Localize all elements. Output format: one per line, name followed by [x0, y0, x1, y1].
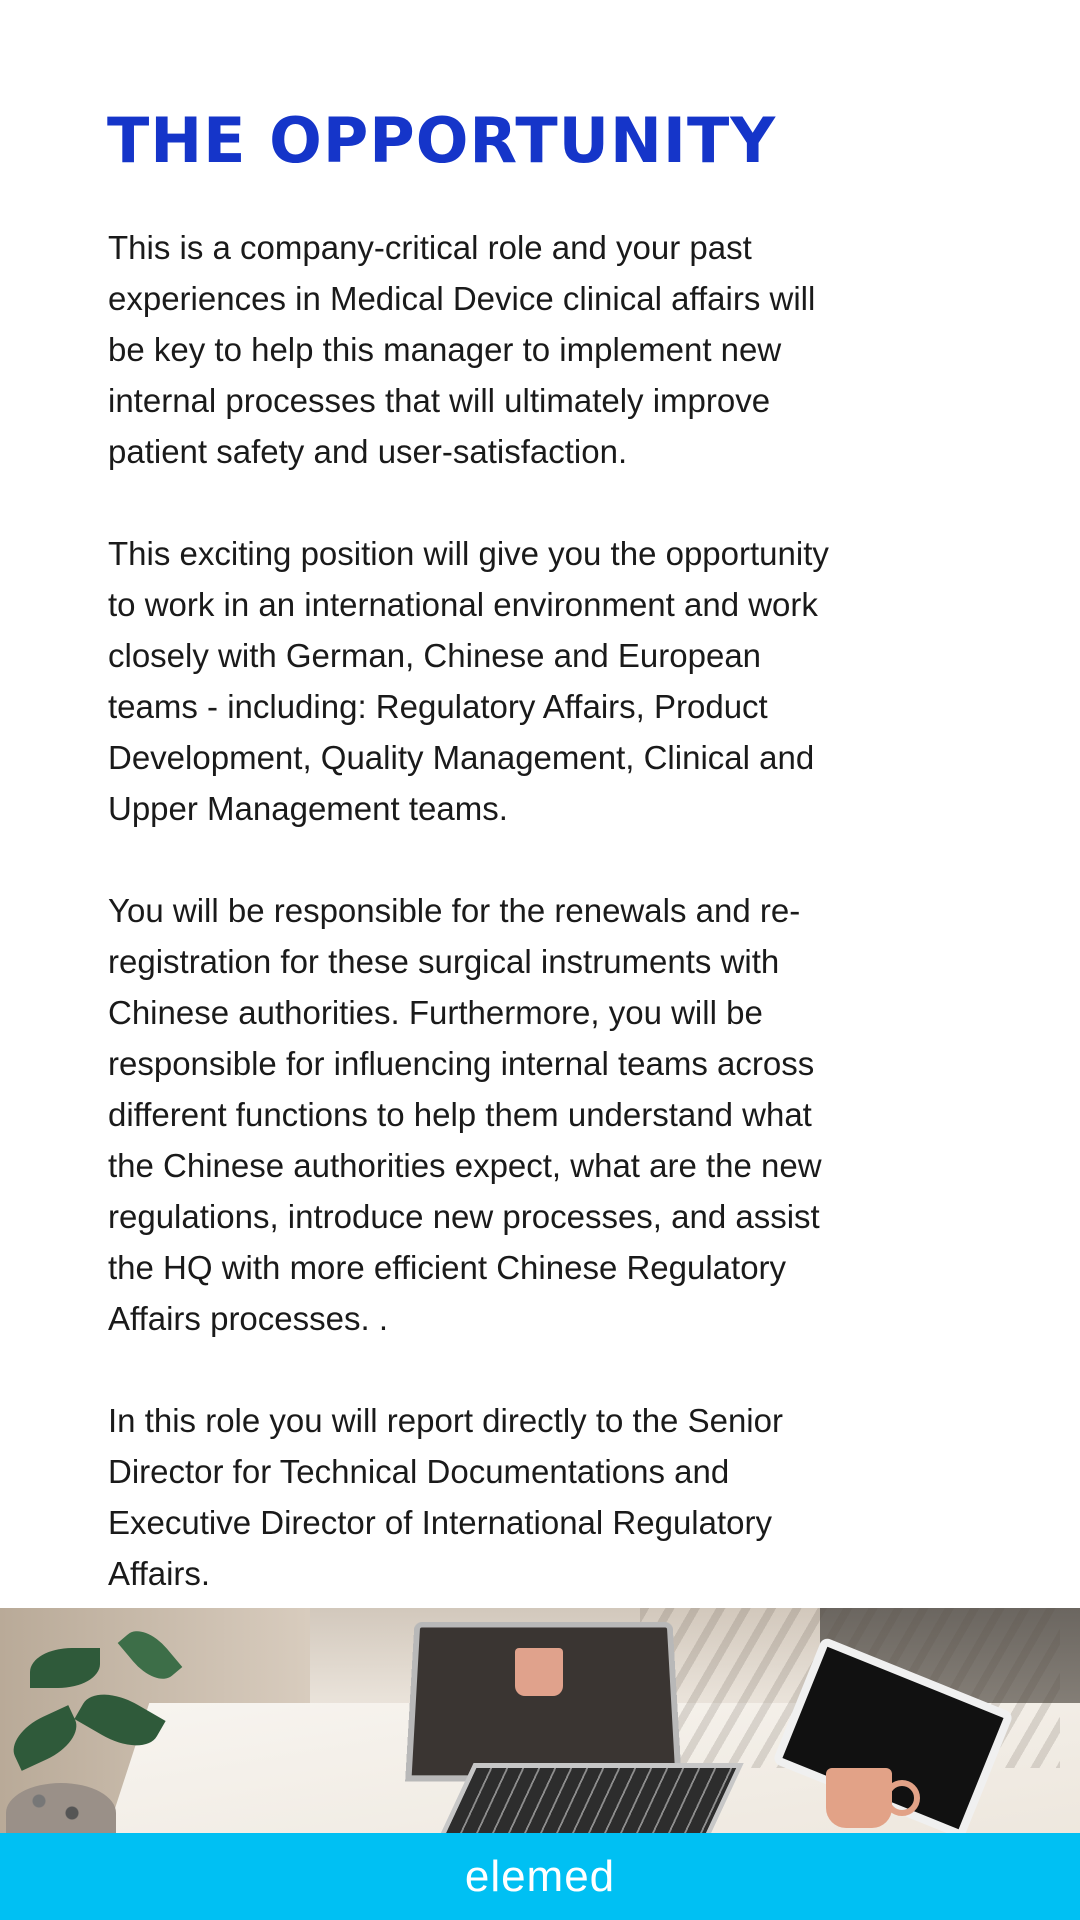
paragraph: This is a company-critical role and your past experiences in Medical Device clinical affairs will be key to help this manager to implement new internal processes that will ultimately improve patient safety and user-satisfaction. — [108, 229, 816, 470]
page-title: THE OPPORTUNITY — [107, 104, 777, 177]
paragraph: In this role you will report directly to the Senior Director for Technical Documentations and Executive Director of International Regulatory Affairs. — [108, 1402, 783, 1592]
coffee-cup — [826, 1768, 892, 1828]
mug — [515, 1648, 563, 1696]
laptop-keyboard — [436, 1763, 743, 1833]
body-text — [108, 222, 928, 1599]
paragraph: This exciting position will give you the opportunity to work in an international environment and work closely with German, Chinese and European teams - including: Regulatory Affairs, Product Development, Quality Management, Clinical and Upper Management teams. — [108, 535, 829, 827]
workspace-photo — [0, 1608, 1080, 1833]
brand-logo: elemed — [464, 1852, 616, 1901]
footer-bar — [0, 1833, 1080, 1920]
laptop-screen — [405, 1622, 682, 1782]
paragraph: You will be responsible for the renewals and re- registration for these surgical instruments with Chinese authorities. Furthermore, you will be responsible for influencing internal teams across different functions to help them understand what the Chinese authorities expect, what are the new regulations, introduce new processes, and assist the HQ with more efficient Chinese Regulatory Affairs processes. . — [108, 892, 822, 1337]
coffee-cup-handle — [884, 1780, 920, 1816]
